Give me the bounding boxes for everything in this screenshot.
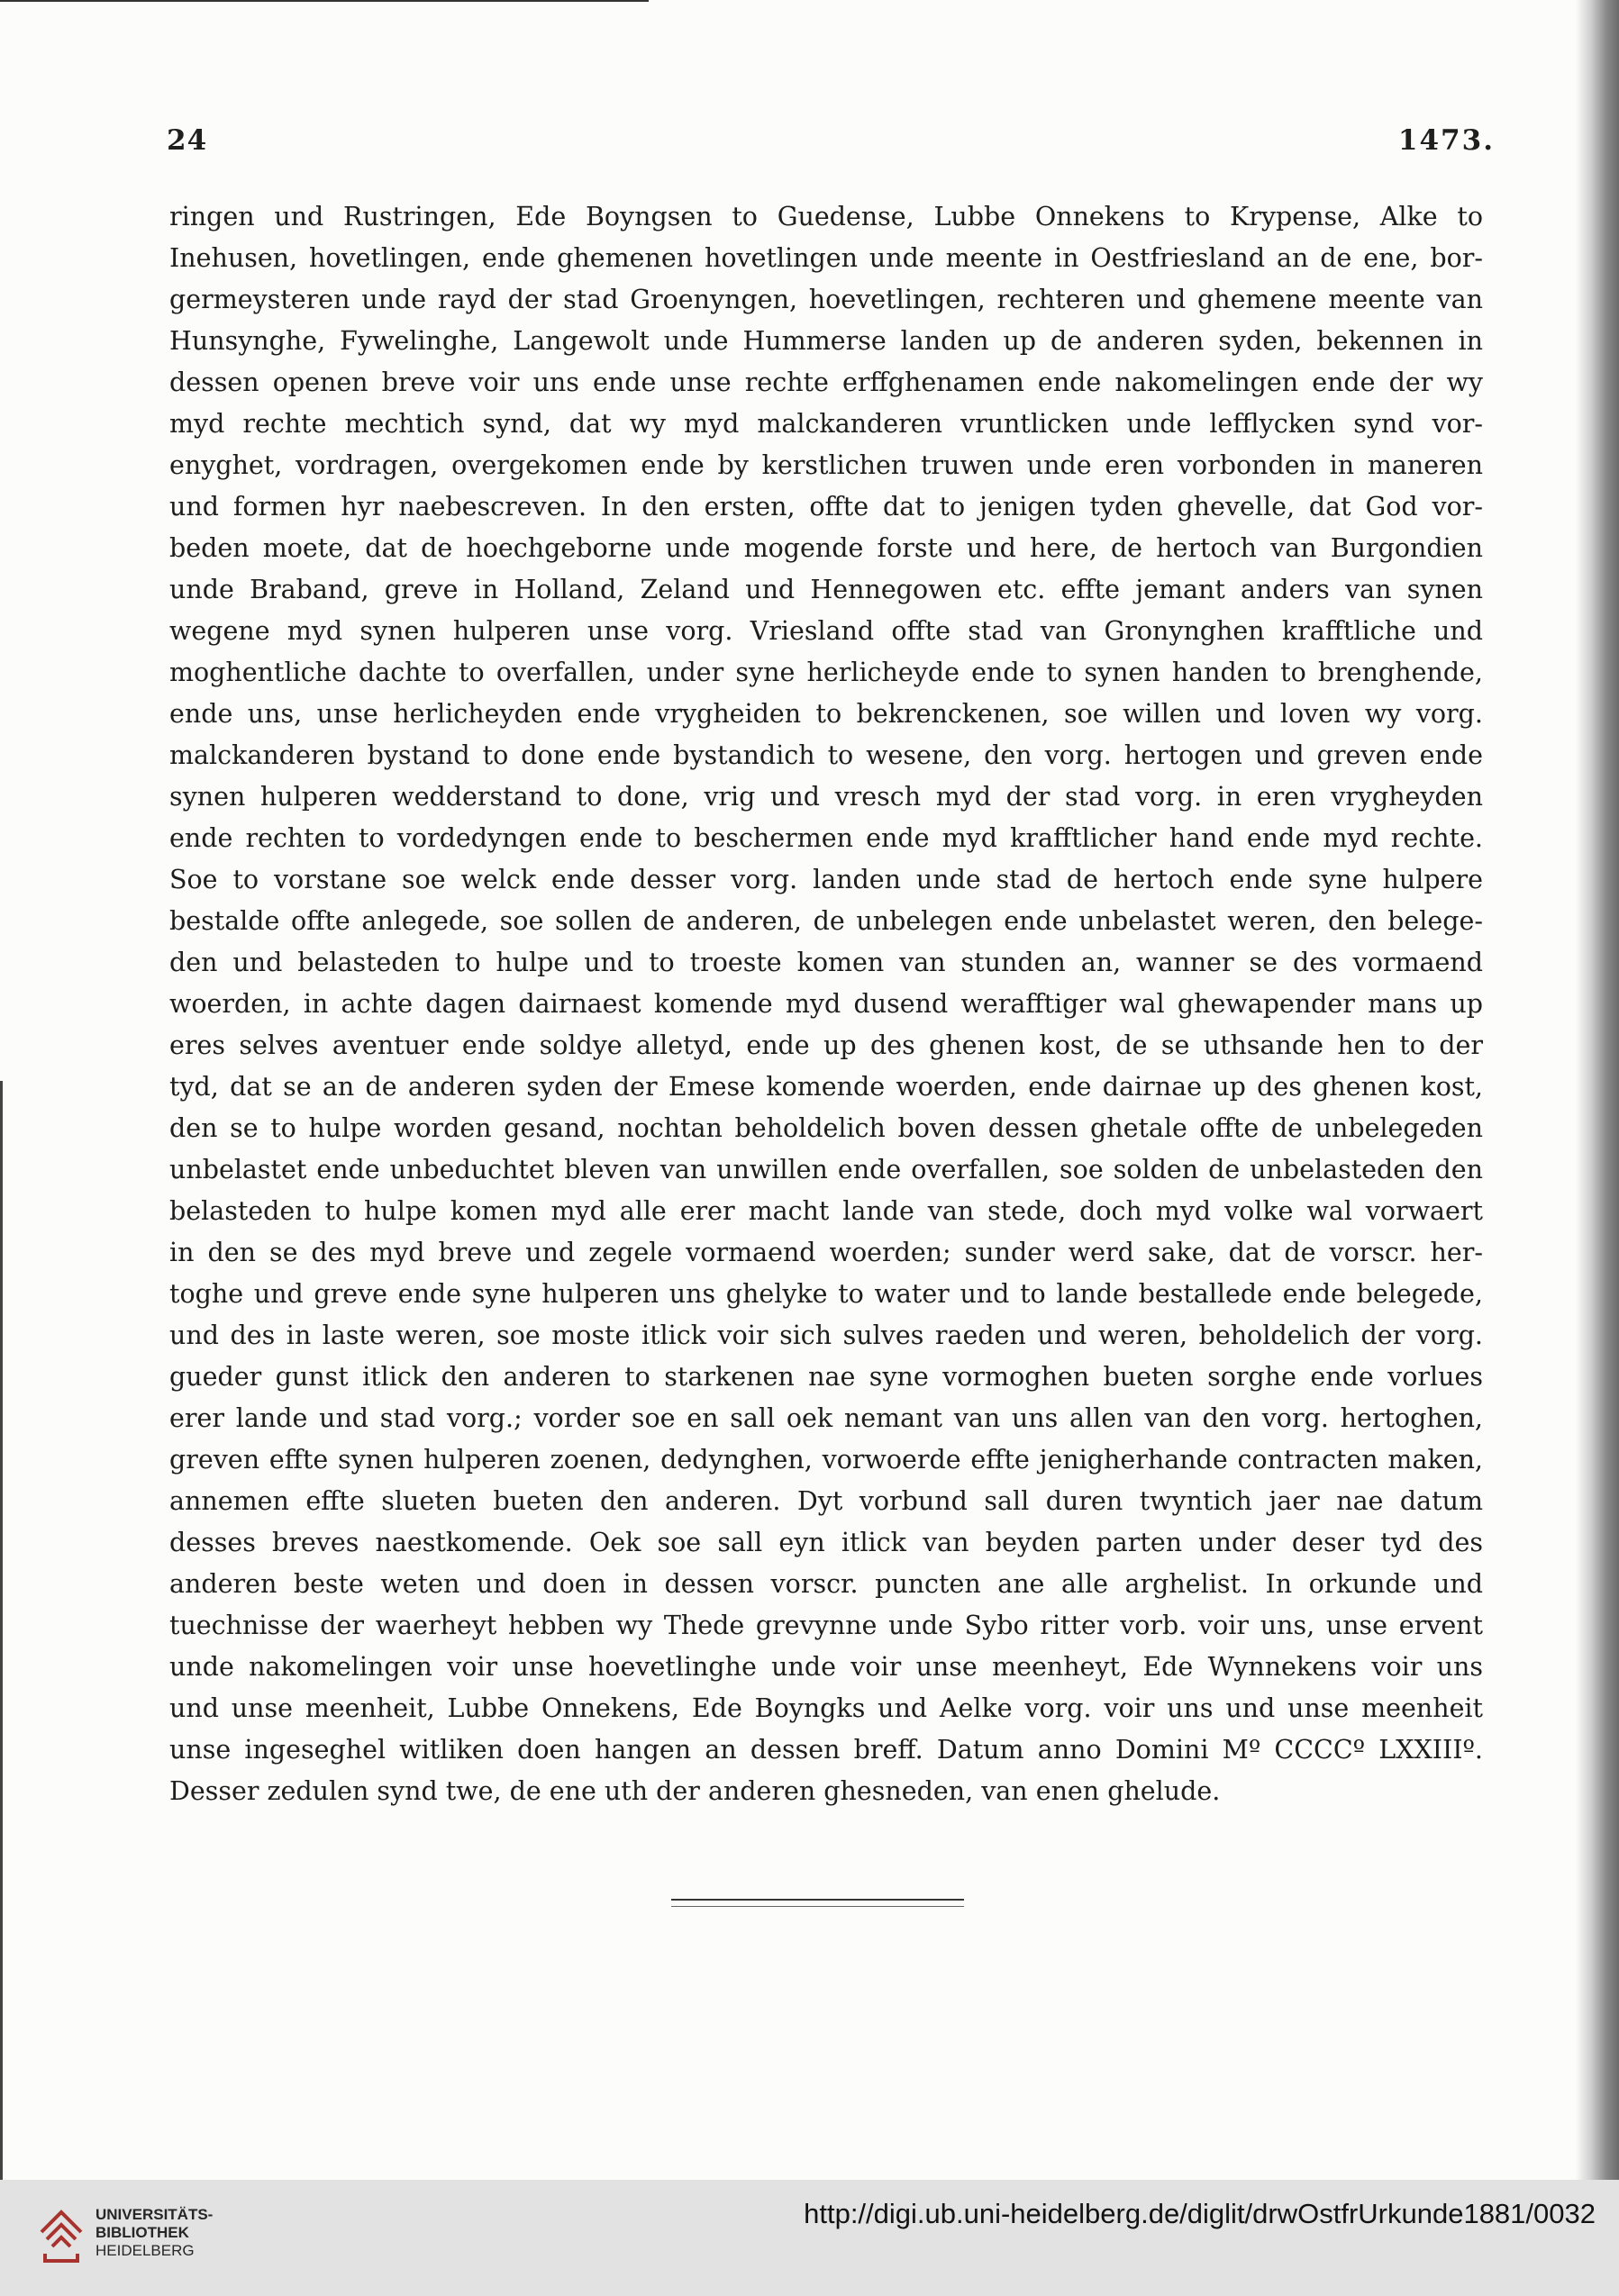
text-line: malckanderen bystand to done ende bystandich to wesene, den vorg. hertogen und greven ende <box>169 740 1483 770</box>
year-header: 1473. <box>1397 124 1495 157</box>
text-line: belasteden to hulpe komen myd alle erer macht lande van stede, doch myd volke wal vorwaert <box>169 1196 1483 1226</box>
text-line: greven effte synen hulperen zoenen, dedynghen, vorwoerde effte jenigherhande contracten maken, <box>169 1445 1483 1475</box>
text-line: bestalde offte anlegede, soe sollen de anderen, de unbelegen ende unbelastet weren, den belege- <box>169 906 1483 936</box>
text-line: unde Braband, greve in Holland, Zeland und Hennegowen etc. effte jemant anders van synen <box>169 575 1483 604</box>
text-line: gueder gunst itlick den anderen to starkenen nae syne vormoghen bueten sorghe ende vorlues <box>169 1362 1483 1392</box>
text-line: eres selves aventuer ende soldye alletyd, ende up des ghenen kost, de se uthsande hen to der <box>169 1030 1483 1060</box>
text-line: und unse meenheit, Lubbe Onnekens, Ede Boyngks und Aelke vorg. voir uns und unse meenheit <box>169 1693 1483 1723</box>
text-line: germeysteren unde rayd der stad Groenyngen, hoevetlingen, rechteren und ghemene meente van <box>169 285 1483 314</box>
text-line: den und belasteden to hulpe und to troeste komen van stunden an, wanner se des vormaend <box>169 948 1483 977</box>
closing-rule <box>671 1899 964 1907</box>
text-line: den se to hulpe worden gesand, nochtan beholdelich boven dessen ghetale offte de unbelegeden <box>169 1113 1483 1143</box>
text-line: tyd, dat se an de anderen syden der Emese komende woerden, ende dairnae up des ghenen kost, <box>169 1072 1483 1102</box>
text-line: unse ingeseghel witliken doen hangen an dessen breff. Datum anno Domini Mº CCCCº LXXIIIº. <box>169 1735 1483 1765</box>
text-line: moghentliche dachte to overfallen, under syne herlicheyde ende to synen handen to brenghende, <box>169 658 1483 687</box>
right-page-edge <box>1576 0 1619 2180</box>
top-rule <box>0 0 649 2</box>
left-page-edge <box>0 1081 3 2180</box>
text-line: enyghet, vordragen, overgekomen ende by kerstlichen truwen unde eren vorbonden in maneren <box>169 450 1483 480</box>
text-line: und formen hyr naebescreven. In den ersten, offte dat to jenigen tyden ghevelle, dat God vor- <box>169 492 1483 522</box>
page-number: 24 <box>167 124 208 157</box>
text-line: synen hulperen wedderstand to done, vrig und vresch myd der stad vorg. in eren vrygheyden <box>169 782 1483 812</box>
document-body <box>169 196 1483 1812</box>
text-line: tuechnisse der waerheyt hebben wy Thede grevynne unde Sybo ritter vorb. voir uns, unse ervent <box>169 1611 1483 1640</box>
text-line: desses breves naestkomende. Oek soe sall eyn itlick van beyden parten under deser tyd des <box>169 1528 1483 1557</box>
library-name-line-2: BIBLIOTHEK <box>96 2224 189 2241</box>
source-url-link[interactable]: http://digi.ub.uni-heidelberg.de/diglit/drwOstfrUrkunde1881/0032 <box>804 2198 1596 2229</box>
text-line: Inehusen, hovetlingen, ende ghemenen hovetlingen unde meente in Oestfriesland an de ene, bor- <box>169 243 1483 273</box>
text-line: beden moete, dat de hoechgeborne unde mogende forste und here, de hertoch van Burgondien <box>169 533 1483 563</box>
text-line: in den se des myd breve und zegele vormaend woerden; sunder werd sake, dat de vorscr. her- <box>169 1238 1483 1267</box>
text-line: woerden, in achte dagen dairnaest komende myd dusend werafftiger wal ghewapender mans up <box>169 989 1483 1019</box>
text-line: annemen effte slueten bueten den anderen. Dyt vorbund sall duren twyntich jaer nae datum <box>169 1486 1483 1516</box>
text-line: myd rechte mechtich synd, dat wy myd malckanderen vruntlicken unde lefflycken synd vor- <box>169 409 1483 439</box>
library-name-line-1: UNIVERSITÄTS- <box>96 2206 214 2223</box>
text-line: ringen und Rustringen, Ede Boyngsen to Guedense, Lubbe Onnekens to Krypense, Alke to <box>169 202 1483 231</box>
text-line: Hunsynghe, Fywelinghe, Langewolt unde Hummerse landen up de anderen syden, bekennen in <box>169 326 1483 356</box>
text-line: erer lande und stad vorg.; vorder soe en sall oek nemant van uns allen van den vorg. hertoghen, <box>169 1403 1483 1433</box>
text-line: wegene myd synen hulperen unse vorg. Vriesland offte stad van Gronynghen krafftliche und <box>169 616 1483 646</box>
text-line: unbelastet ende unbeduchtet bleven van unwillen ende overfallen, soe solden de unbelasteden den <box>169 1155 1483 1184</box>
text-line: Soe to vorstane soe welck ende desser vorg. landen unde stad de hertoch ende syne hulpere <box>169 865 1483 894</box>
text-line: anderen beste weten und doen in dessen vorscr. puncten ane alle arghelist. In orkunde und <box>169 1569 1483 1599</box>
text-line: unde nakomelingen voir unse hoevetlinghe unde voir unse meenheyt, Ede Wynnekens voir uns <box>169 1652 1483 1682</box>
library-logo-icon <box>34 2198 88 2270</box>
library-name-line-3: HEIDELBERG <box>96 2242 195 2259</box>
text-line: ende uns, unse herlicheyden ende vrygheiden to bekrenckenen, soe willen und loven wy vorg. <box>169 699 1483 729</box>
library-name <box>96 2206 213 2260</box>
text-line: dessen openen breve voir uns ende unse rechte erffghenamen ende nakomelingen ende der wy <box>169 368 1483 397</box>
text-line: und des in laste weren, soe moste itlick voir sich sulves raeden und weren, beholdelich der vorg. <box>169 1320 1483 1350</box>
text-line: toghe und greve ende syne hulperen uns ghelyke to water und to lande bestallede ende belegede, <box>169 1279 1483 1309</box>
text-line: Desser zedulen synd twe, de ene uth der anderen ghesneden, van enen ghelude. <box>169 1776 1221 1806</box>
text-line: ende rechten to vordedyngen ende to beschermen ende myd krafftlicher hand ende myd rechte. <box>169 823 1483 853</box>
